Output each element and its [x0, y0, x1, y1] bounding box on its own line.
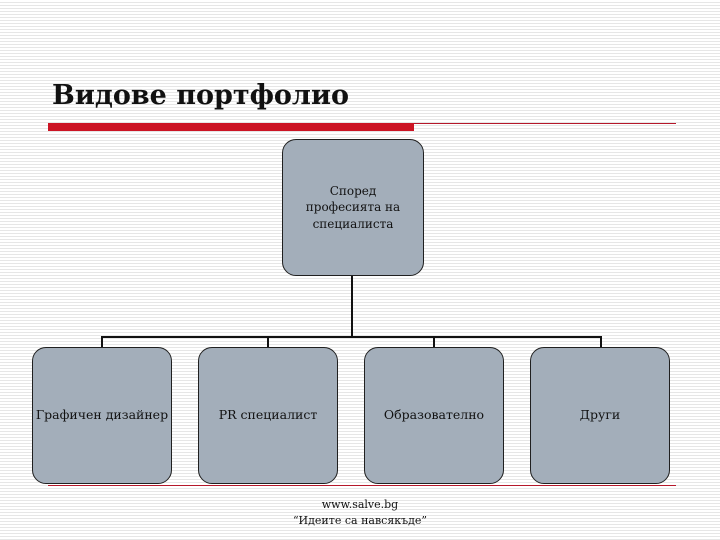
footer-tagline: “Идеите са навсякъде”: [292, 513, 428, 527]
child-node-label: Образователно: [383, 407, 485, 423]
child-node-label: Графичен дизайнер: [35, 407, 169, 423]
child-node-educational: [364, 347, 504, 484]
footer-url: www.salve.bg: [321, 498, 399, 511]
title-underline-accent: [48, 123, 414, 131]
footer-rule: [48, 485, 676, 486]
connector-child-1: [101, 336, 103, 347]
child-node-pr-specialist: [198, 347, 338, 484]
connector-child-4: [600, 336, 602, 347]
connector-horizontal-bar: [101, 336, 602, 338]
child-node-graphic-designer: [32, 347, 172, 484]
connector-child-3: [433, 336, 435, 347]
child-node-other: [530, 347, 670, 484]
connector-child-2: [267, 336, 269, 347]
child-node-label: PR специалист: [218, 407, 318, 423]
root-node-label: Според професията на специалиста: [305, 184, 401, 231]
root-node: [282, 139, 424, 276]
slide-title: Видове портфолио: [52, 80, 349, 111]
connector-root-stem: [351, 276, 353, 337]
footer: [260, 497, 460, 529]
child-node-label: Други: [579, 407, 621, 423]
